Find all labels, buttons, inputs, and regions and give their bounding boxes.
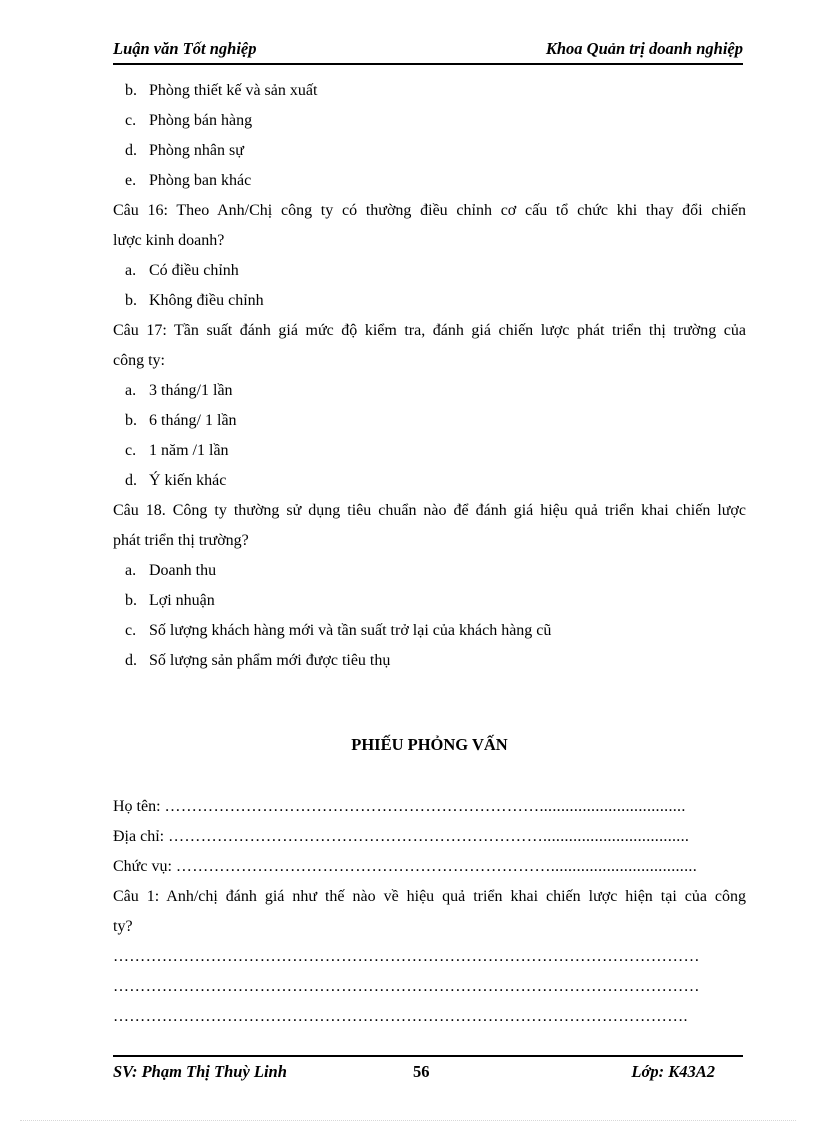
q17-option: b. 6 tháng/ 1 lần bbox=[125, 412, 237, 429]
q18-option: a. Doanh thu bbox=[125, 562, 217, 579]
header-thesis-title: Luận văn Tốt nghiệp bbox=[113, 39, 257, 58]
page-header bbox=[113, 37, 743, 65]
answer-line: ……………………………………………………………………………………………… bbox=[113, 978, 700, 995]
q17-option: a. 3 tháng/1 lần bbox=[125, 382, 233, 399]
question-16-cont: lược kinh doanh? bbox=[113, 232, 225, 249]
name-field: Họ tên: …………………………………………………………….................................. bbox=[113, 798, 686, 815]
question-17: Câu 17: Tần suất đánh giá mức độ kiểm tra, đánh giá chiến lược phát triển thị trường của bbox=[113, 322, 746, 339]
footer-student: SV: Phạm Thị Thuỳ Linh bbox=[113, 1062, 287, 1081]
q17-option: c. 1 năm /1 lần bbox=[125, 442, 229, 459]
page-number: 56 bbox=[413, 1062, 430, 1081]
question-16: Câu 16: Theo Anh/Chị công ty có thường điều chỉnh cơ cấu tổ chức khi thay đổi chiến bbox=[113, 202, 746, 219]
question-18-cont: phát triển thị trường? bbox=[113, 532, 249, 549]
position-field: Chức vụ: …………………………………………………………….................................. bbox=[113, 858, 697, 875]
q17-option: d. Ý kiến khác bbox=[125, 472, 227, 489]
answer-line: ……………………………………………………………………………………………. bbox=[113, 1008, 688, 1025]
interview-form-title: PHIẾU PHỎNG VẤN bbox=[351, 735, 508, 754]
footer-class: Lớp: K43A2 bbox=[631, 1062, 715, 1081]
interview-form bbox=[113, 792, 746, 1032]
list-item: e. Phòng ban khác bbox=[125, 172, 252, 189]
q18-option: c. Số lượng khách hàng mới và tần suất trở lại của khách hàng cũ bbox=[125, 622, 552, 639]
q18-option: b. Lợi nhuận bbox=[125, 592, 215, 609]
questionnaire-body bbox=[113, 76, 746, 676]
question-18: Câu 18. Công ty thường sử dụng tiêu chuẩn nào để đánh giá hiệu quả triển khai chiến lược bbox=[113, 502, 746, 519]
list-item: b. Phòng thiết kế và sản xuất bbox=[125, 82, 318, 99]
address-field: Địa chỉ: …………………………………………………………….................................. bbox=[113, 828, 690, 845]
list-item: c. Phòng bán hàng bbox=[125, 112, 253, 129]
q16-option: b. Không điều chỉnh bbox=[125, 292, 264, 309]
q18-option: d. Số lượng sản phẩm mới được tiêu thụ bbox=[125, 652, 391, 669]
answer-line: ……………………………………………………………………………………………… bbox=[113, 948, 700, 965]
interview-question-1: Câu 1: Anh/chị đánh giá như thế nào về hiệu quả triển khai chiến lược hiện tại của công bbox=[113, 888, 746, 905]
question-17-cont: công ty: bbox=[113, 352, 165, 369]
list-item: d. Phòng nhân sự bbox=[125, 142, 244, 159]
page-footer bbox=[113, 1055, 743, 1087]
q16-option: a. Có điều chỉnh bbox=[125, 262, 239, 279]
interview-question-1-cont: ty? bbox=[113, 918, 133, 935]
header-faculty: Khoa Quản trị doanh nghiệp bbox=[545, 39, 743, 58]
page-edge-divider bbox=[20, 1120, 796, 1121]
